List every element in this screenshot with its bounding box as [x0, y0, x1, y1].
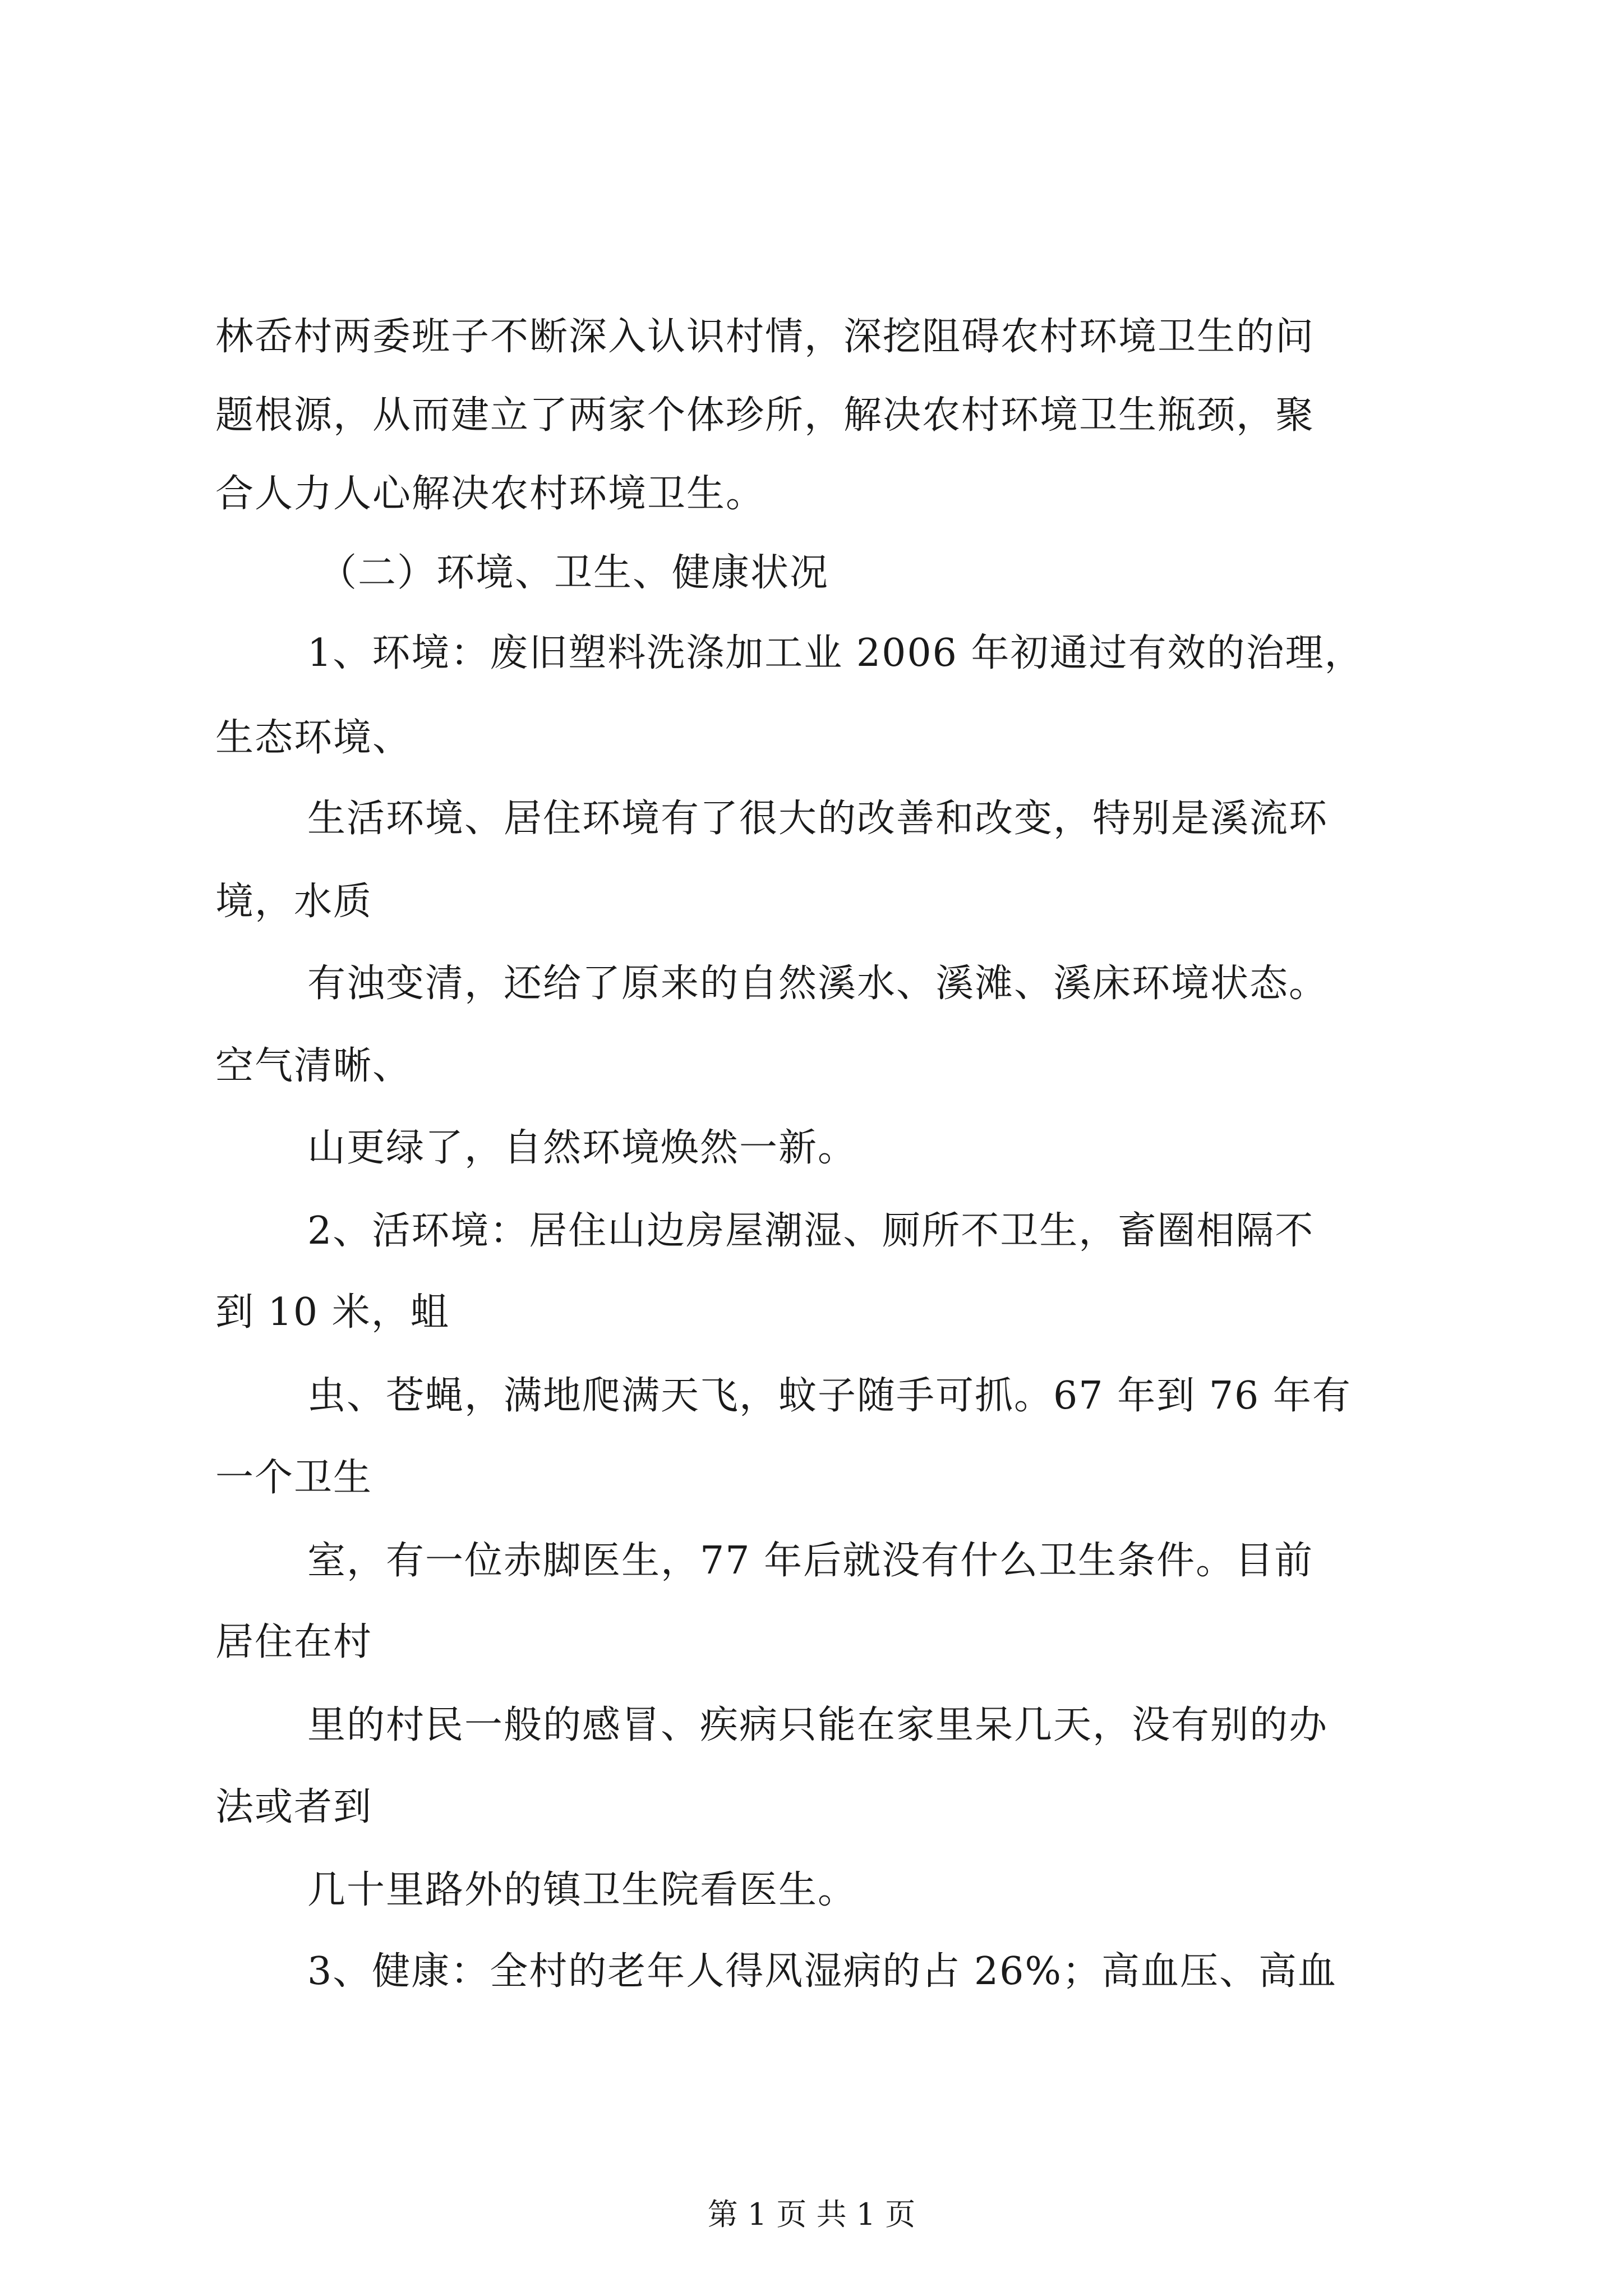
- text-line: 山更绿了，自然环境焕然一新。: [307, 1126, 857, 1170]
- text-line: 1、环境：废旧塑料洗涤加工业 2006 年初通过有效的治理，: [307, 631, 1364, 675]
- text-line: 生活环境、居住环境有了很大的改善和改变，特别是溪流环: [307, 797, 1329, 841]
- text-line: 室，有一位赤脚医生，77 年后就没有什么卫生条件。目前: [307, 1539, 1314, 1583]
- text-line: 法或者到: [215, 1785, 373, 1829]
- text-line: 生态环境、: [215, 716, 412, 760]
- page-number-footer: 第 1 页 共 1 页: [707, 2197, 916, 2232]
- text-line: 居住在村: [215, 1620, 373, 1664]
- text-line: 3、健康：全村的老年人得风湿病的占 26%；高血压、高血: [307, 1949, 1338, 1994]
- section-heading: （二）环境、卫生、健康状况: [319, 551, 829, 595]
- text-line: 里的村民一般的感冒、疾病只能在家里呆几天，没有别的办: [307, 1703, 1329, 1747]
- text-line: 林岙村两委班子不断深入认识村情，深挖阻碍农村环境卫生的问: [215, 315, 1315, 359]
- text-line: 有浊变清，还给了原来的自然溪水、溪滩、溪床环境状态。: [307, 961, 1329, 1006]
- text-line: 境，水质: [215, 880, 373, 924]
- text-line: 题根源，从而建立了两家个体珍所，解决农村环境卫生瓶颈，聚: [215, 393, 1315, 438]
- text-line: 虫、苍蝇，满地爬满天飞，蚊子随手可抓。67 年到 76 年有: [307, 1374, 1352, 1418]
- text-line: 几十里路外的镇卫生院看医生。: [307, 1868, 857, 1912]
- text-line: 到 10 米，蛆: [215, 1290, 450, 1335]
- text-line: 一个卫生: [215, 1456, 373, 1500]
- text-line: 合人力人心解决农村环境卫生。: [215, 472, 766, 516]
- text-line: 空气清晰、: [215, 1044, 412, 1088]
- text-line: 2、活环境：居住山边房屋潮湿、厕所不卫生，畜圈相隔不: [307, 1209, 1315, 1253]
